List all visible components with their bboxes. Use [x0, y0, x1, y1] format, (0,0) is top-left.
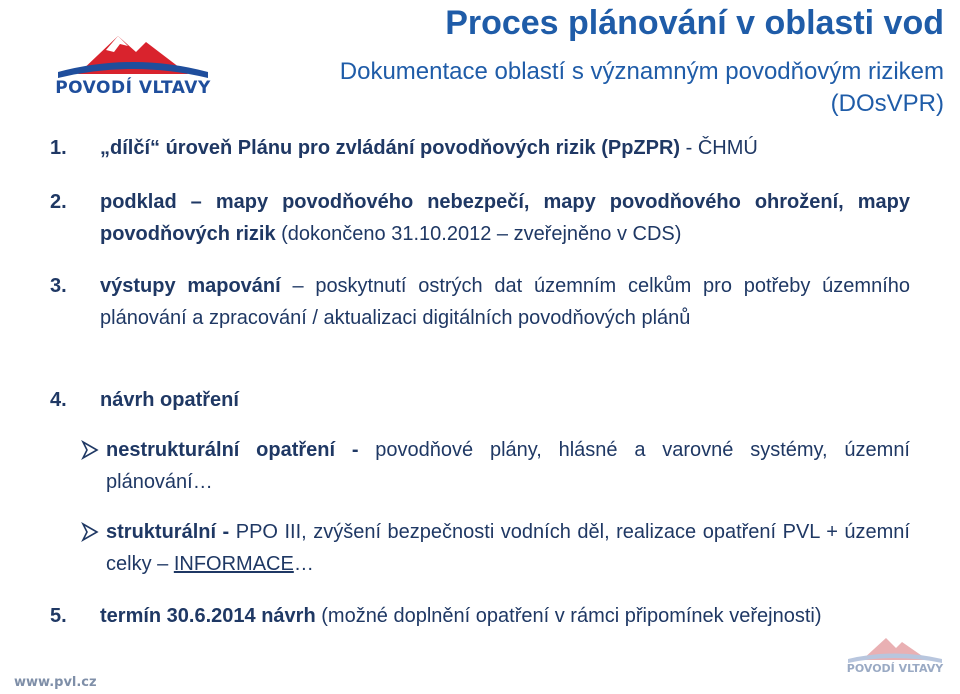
- bullet-bold-text: nestrukturální opatření -: [106, 439, 359, 461]
- bullet-item-structural: [80, 516, 910, 580]
- item-number: 3.: [50, 275, 67, 297]
- item-text: (dokončeno 31.10.2012 – zveřejněno v CDS): [275, 223, 682, 245]
- subtitle-line-1: Dokumentace oblastí s významným povodňovým rizikem: [339, 58, 944, 85]
- item-number: 1.: [50, 137, 67, 159]
- povodi-vltavy-logo: [48, 22, 218, 102]
- item-text: - ČHMÚ: [680, 137, 758, 159]
- bullet-text: PPO III, zvýšení bezpečnosti vodních děl, realizace opatření PVL + územní celky –: [106, 521, 910, 575]
- item-text: (možné doplnění opatření v rámci připomínek veřejnosti): [315, 605, 822, 627]
- item-number: 2.: [50, 191, 67, 213]
- subtitle-line-2: (DOsVPR): [830, 90, 944, 117]
- item-number: 5.: [50, 605, 67, 627]
- list-item-3: [50, 270, 910, 334]
- footer-logo: [840, 632, 950, 682]
- logo-text: POVODÍ VLTAVY: [55, 78, 211, 98]
- list-item-2: [50, 186, 910, 250]
- informace-link[interactable]: INFORMACE: [173, 553, 294, 575]
- item-bold-text: výstupy mapování: [100, 275, 281, 297]
- footer-logo-text: POVODÍ VLTAVY: [846, 662, 944, 675]
- list-item-1: [50, 132, 910, 164]
- bullet-ellipsis: …: [293, 553, 314, 575]
- logo-mountain-icon: [48, 22, 218, 82]
- footer-logo-mountain-icon: [840, 632, 950, 664]
- list-item-5: [50, 600, 910, 632]
- item-bold-text: podklad – mapy povodňového nebezpečí, mapy povodňového ohrožení, mapy povodňových rizik: [100, 191, 910, 245]
- item-bold-text: termín 30.6.2014 návrh: [100, 605, 316, 627]
- item-number: 4.: [50, 389, 67, 411]
- bullet-item-nonstructural: [80, 434, 910, 498]
- page-title: Proces plánování v oblasti vod: [445, 4, 944, 42]
- item-bold-text: návrh opatření: [100, 389, 239, 411]
- arrow-bullet-icon: [80, 440, 100, 460]
- item-bold-text: „dílčí“ úroveň Plánu pro zvládání povodňových rizik (PpZPR): [100, 137, 681, 159]
- arrow-bullet-icon: [80, 522, 100, 542]
- list-item-4: [50, 384, 910, 416]
- page-subtitle: [340, 56, 944, 120]
- item-text: – poskytnutí ostrých dat územním celkům pro potřeby územního plánování a zpracování / aktualizaci digitálních povodňových plánů: [100, 275, 910, 329]
- bullet-bold-text: strukturální -: [106, 521, 230, 543]
- footer-url[interactable]: www.pvl.cz: [14, 675, 97, 690]
- bullet-text: povodňové plány, hlásné a varovné systémy, územní plánování…: [106, 439, 910, 493]
